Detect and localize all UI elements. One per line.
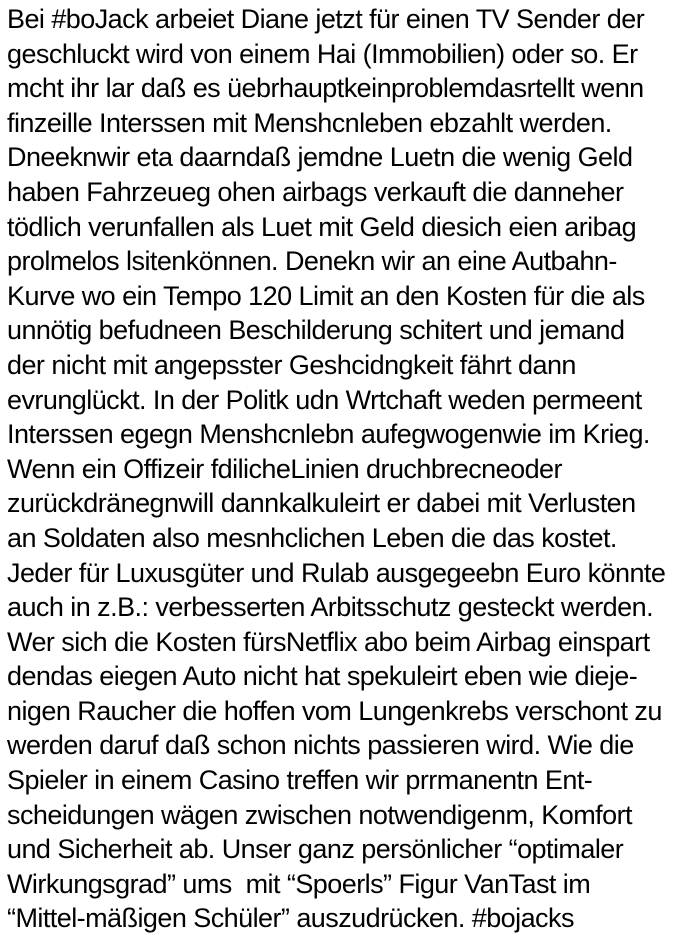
text-line: mcht ihr lar daß es üebrhauptkeinproblemdasrtellt wenn xyxy=(7,73,644,104)
text-line: haben Fahrzeueg ohen airbags verkauft die danneher xyxy=(7,176,624,207)
text-line: Wirkungsgrad” ums mit “Spoerls” Figur VanTast im xyxy=(7,868,591,899)
text-line: Interssen egegn Menshcnlebn aufegwogenwie im Krieg. xyxy=(7,419,650,450)
text-line: auch in z.B.: verbesserten Arbitsschutz gesteckt werden. xyxy=(7,592,654,623)
text-line: Dneeknwir eta daarndaß jemdne Luetn die wenig Geld xyxy=(7,142,633,173)
text-line: “Mittel-mäßigen Schüler” auszudrücken. #bojacks xyxy=(7,903,574,934)
text-line: zurückdränegnwill dannkalkuleirt er dabei mit Verlusten xyxy=(7,488,636,519)
text-line: evrunglückt. In der Politk udn Wrtchaft weden permeent xyxy=(7,384,642,415)
text-line: nigen Raucher die hoffen vom Lungenkrebs verschont zu xyxy=(7,695,662,726)
text-line: geschluckt wird von einem Hai (Immobilien) oder so. Er xyxy=(7,38,638,69)
text-line: werden daruf daß schon nichts passieren wird. Wie die xyxy=(7,730,634,761)
text-line: finzeille Interssen mit Menshcnleben ebzahlt werden. xyxy=(7,107,612,138)
text-body xyxy=(7,2,682,936)
text-line: der nicht mit angepsster Geshcidngkeit fährt dann xyxy=(7,349,576,380)
text-line: und Sicherheit ab. Unser ganz persönlicher “optimaler xyxy=(7,834,624,865)
text-line: Kurve wo ein Tempo 120 Limit an den Kosten für die als xyxy=(7,280,645,311)
text-line: Jeder für Luxusgüter und Rulab ausgegeebn Euro könnte xyxy=(7,557,666,588)
text-line: Wenn ein Offizeir fdilicheLinien druchbrecneoder xyxy=(7,453,562,484)
text-line: an Soldaten also mesnhclichen Leben die das kostet. xyxy=(7,522,617,553)
text-line: scheidungen wägen zwischen notwendigenm, Komfort xyxy=(7,799,632,830)
text-line: Bei #boJack arbeiet Diane jetzt für einen TV Sender der xyxy=(7,4,645,34)
text-line: dendas eiegen Auto nicht hat spekuleirt eben wie dieje- xyxy=(7,661,638,692)
text-line: prolmelos lsitenkönnen. Denekn wir an eine Autbahn- xyxy=(7,246,617,277)
text-line: tödlich verunfallen als Luet mit Geld diesich eien aribag xyxy=(7,211,637,242)
text-line: unnötig befudneen Beschilderung schitert und jemand xyxy=(7,315,625,346)
text-line: Wer sich die Kosten fürsNetflix abo beim Airbag einspart xyxy=(7,626,650,657)
text-line: Spieler in einem Casino treffen wir prrmanentn Ent- xyxy=(7,765,593,796)
